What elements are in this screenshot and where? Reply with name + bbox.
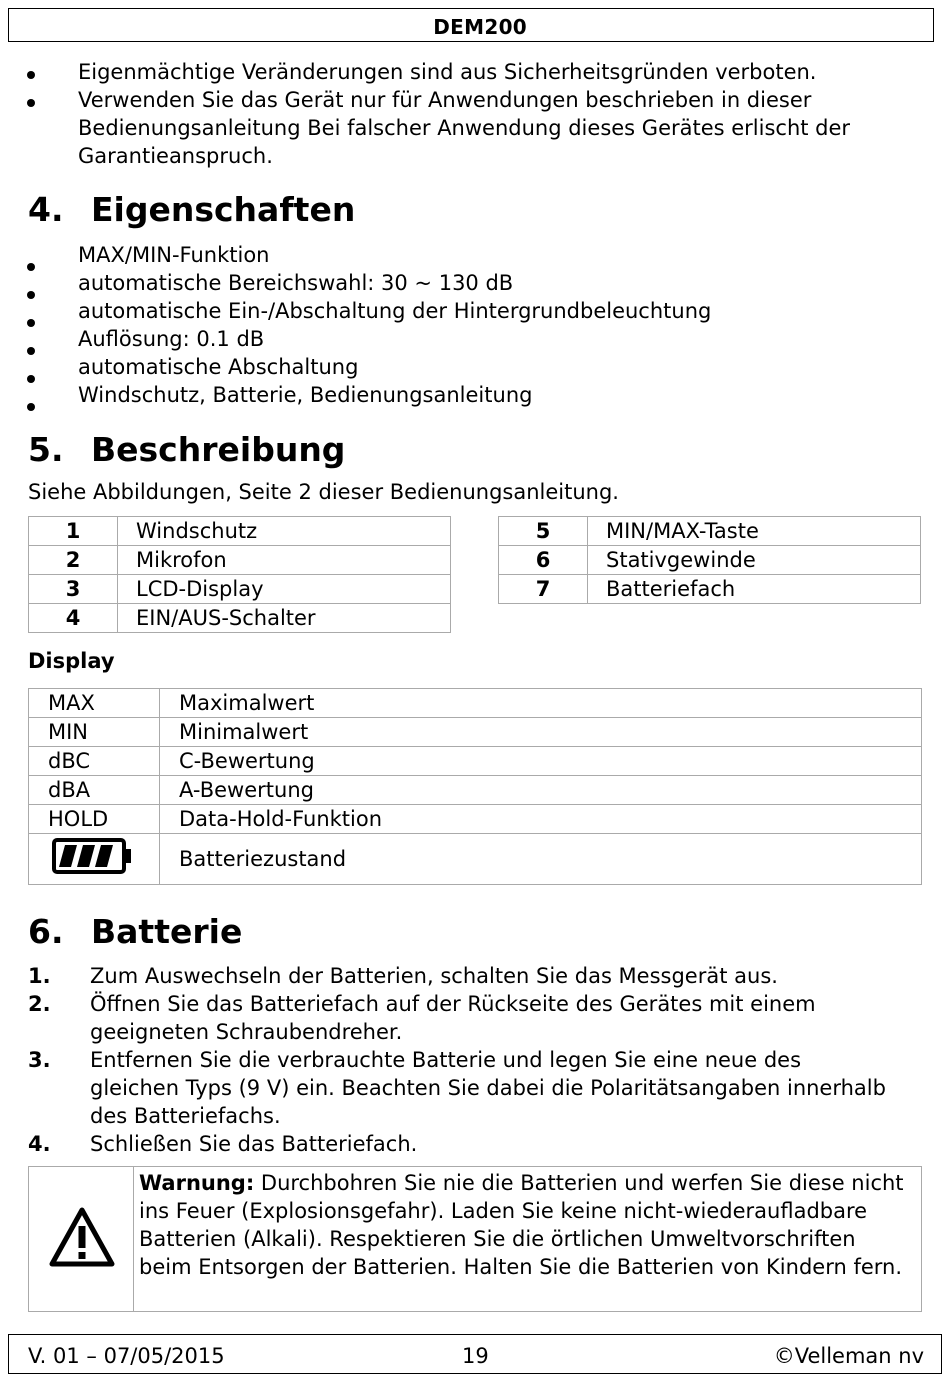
step-number: 4. — [28, 1132, 51, 1156]
table-row — [29, 546, 451, 575]
bullet-dot — [27, 347, 35, 355]
table-row — [29, 689, 922, 718]
list-item: Auflösung: 0.1 dB — [78, 327, 265, 351]
footer-copyright: ©Velleman nv — [773, 1344, 924, 1368]
battery-icon-cell — [29, 834, 160, 885]
table-row — [499, 517, 921, 546]
warning-divider — [133, 1166, 134, 1312]
list-item-continuation: Garantieanspruch. — [78, 144, 273, 168]
display-code: MAX — [29, 689, 160, 718]
list-item: automatische Ein-/Abschaltung der Hintergrundbeleuchtung — [78, 299, 712, 323]
part-label: Batteriefach — [588, 575, 921, 604]
list-item: Windschutz, Batterie, Bedienungsanleitung — [78, 383, 533, 407]
document-title: DEM200 — [433, 15, 527, 39]
bullet-dot — [27, 319, 35, 327]
display-code: dBC — [29, 747, 160, 776]
step-number: 1. — [28, 964, 51, 988]
table-row — [29, 718, 922, 747]
list-item — [28, 962, 928, 990]
footer-page-number: 19 — [462, 1344, 489, 1368]
bullet-dot — [27, 291, 35, 299]
table-row — [29, 604, 451, 633]
display-description: C-Bewertung — [160, 747, 922, 776]
part-number: 5 — [499, 517, 588, 546]
step-text: Zum Auswechseln der Batterien, schalten Sie das Messgerät aus. — [90, 964, 778, 988]
list-item: Verwenden Sie das Gerät nur für Anwendungen beschrieben in dieser — [78, 88, 812, 112]
bullet-dot — [27, 263, 35, 271]
footer-version: V. 01 – 07/05/2015 — [28, 1344, 225, 1368]
part-label: MIN/MAX-Taste — [588, 517, 921, 546]
part-label: Stativgewinde — [588, 546, 921, 575]
bullet-dot — [27, 375, 35, 383]
battery-full-icon — [51, 835, 135, 877]
section-title: Batterie — [91, 912, 243, 951]
display-symbols-table — [28, 688, 922, 885]
parts-table-left — [28, 516, 451, 633]
step-text: Schließen Sie das Batteriefach. — [90, 1132, 418, 1156]
section-number: 4. — [28, 190, 64, 229]
display-description: Batteriezustand — [160, 834, 922, 885]
table-row — [499, 575, 921, 604]
warning-label: Warnung: — [139, 1171, 255, 1195]
display-code: HOLD — [29, 805, 160, 834]
list-item — [28, 1046, 928, 1130]
part-label: Windschutz — [118, 517, 451, 546]
table-row — [29, 834, 922, 885]
bullet-dot — [27, 71, 35, 79]
step-text: Entfernen Sie die verbrauchte Batterie und legen Sie eine neue des gleichen Typs (9 V) ein. Beachten Sie dabei die Polaritätsangaben innerhalb des Batteriefachs. — [90, 1048, 886, 1128]
section-number: 6. — [28, 912, 64, 951]
part-number: 4 — [29, 604, 118, 633]
step-text: Öffnen Sie das Batteriefach auf der Rückseite des Gerätes mit einem geeigneten Schraubendreher. — [90, 992, 816, 1044]
display-subheading: Display — [28, 649, 115, 673]
warning-triangle-icon — [48, 1206, 116, 1268]
part-number: 3 — [29, 575, 118, 604]
section-title: Beschreibung — [91, 430, 346, 469]
table-row — [29, 747, 922, 776]
table-row — [29, 575, 451, 604]
part-label: LCD-Display — [118, 575, 451, 604]
list-item — [28, 1130, 928, 1158]
display-description: Maximalwert — [160, 689, 922, 718]
display-description: Minimalwert — [160, 718, 922, 747]
table-row — [29, 805, 922, 834]
bullet-dot — [27, 403, 35, 411]
page-header — [8, 8, 934, 42]
parts-table-right — [498, 516, 921, 604]
list-item: automatische Bereichswahl: 30 ~ 130 dB — [78, 271, 514, 295]
warning-body: Durchbohren Sie nie die Batterien und werfen Sie diese nicht ins Feuer (Explosionsgefahr). Laden Sie keine nicht-wiederaufladbare Batterien (Alkali). Respektieren Sie die örtlichen Umweltvorschriften beim Entsorgen der Batterien. Halten Sie die Batterien von Kindern fern. — [139, 1171, 904, 1279]
part-number: 2 — [29, 546, 118, 575]
table-row — [499, 546, 921, 575]
list-item: MAX/MIN-Funktion — [78, 243, 270, 267]
display-code: dBA — [29, 776, 160, 805]
part-number: 7 — [499, 575, 588, 604]
step-number: 2. — [28, 992, 51, 1016]
section-title: Eigenschaften — [91, 190, 356, 229]
display-description: Data-Hold-Funktion — [160, 805, 922, 834]
list-item: automatische Abschaltung — [78, 355, 359, 379]
list-item — [28, 990, 928, 1046]
part-number: 1 — [29, 517, 118, 546]
list-item-continuation: Bedienungsanleitung Bei falscher Anwendung dieses Gerätes erlischt der — [78, 116, 851, 140]
section-intro: Siehe Abbildungen, Seite 2 dieser Bedienungsanleitung. — [28, 480, 619, 504]
part-label: Mikrofon — [118, 546, 451, 575]
part-label: EIN/AUS-Schalter — [118, 604, 451, 633]
warning-text — [139, 1169, 914, 1281]
battery-steps-list — [28, 962, 928, 1158]
table-row — [29, 517, 451, 546]
step-number: 3. — [28, 1048, 51, 1072]
part-number: 6 — [499, 546, 588, 575]
section-number: 5. — [28, 430, 64, 469]
table-row — [29, 776, 922, 805]
display-code: MIN — [29, 718, 160, 747]
list-item: Eigenmächtige Veränderungen sind aus Sicherheitsgründen verboten. — [78, 60, 817, 84]
display-description: A-Bewertung — [160, 776, 922, 805]
bullet-dot — [27, 99, 35, 107]
